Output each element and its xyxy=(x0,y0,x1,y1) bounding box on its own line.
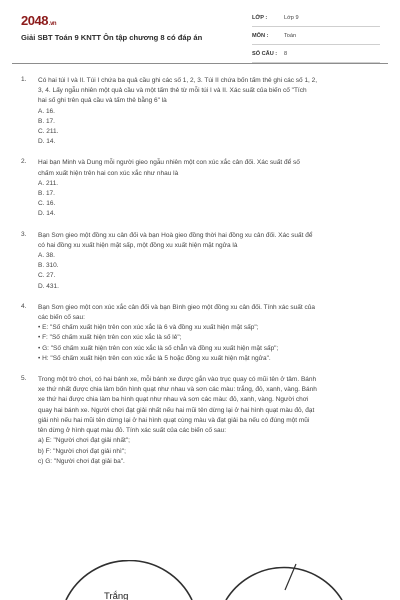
question-number: 4. xyxy=(21,302,27,310)
logo-tld: .vn xyxy=(48,21,57,27)
question-line: xe thứ hai được chia làm ba hình quạt như nhau và sơn các màu: đỏ, xanh, vàng. Người chơi xyxy=(38,396,309,404)
event-item: • H: "Số chấm xuất hiện trên con xúc xắc là 5 hoặc đồng xu xuất hiện mặt ngửa". xyxy=(38,354,271,362)
meta-grade-label: LỚP : xyxy=(252,15,268,21)
answer-option: D. 14. xyxy=(38,138,56,146)
question-5 xyxy=(0,375,400,467)
question-number: 5. xyxy=(21,375,27,383)
meta-count-value: 8 xyxy=(284,51,288,57)
question-3 xyxy=(0,231,400,292)
event-item: • E: "Số chấm xuất hiện trên con xúc xắc là 6 và đồng xu xuất hiện mặt sấp"; xyxy=(38,324,259,332)
question-line: quay hai bánh xe. Người chơi đạt giải nhất nếu hai mũi tên dừng lại ở hai hình quạt màu đỏ, đạt xyxy=(38,406,315,414)
event-item: • F: "Số chấm xuất hiện trên con xúc xắc là số lẻ"; xyxy=(38,334,182,342)
wheels-figure xyxy=(0,560,400,600)
question-text xyxy=(38,76,384,107)
question-line: Trong một trò chơi, có hai bánh xe, mỗi bánh xe được gắn vào trục quay có mũi tên ở tâm. Bánh xyxy=(38,376,317,384)
meta-grade-value: Lớp 9 xyxy=(284,15,299,21)
meta-subject-value: Toán xyxy=(284,33,297,39)
question-line: Bạn Sơn gieo một đồng xu cân đối và bạn Hoà gieo đồng thời hai đồng xu cân đối. Xác suất để xyxy=(38,231,313,239)
question-list xyxy=(0,76,400,467)
meta-info xyxy=(252,13,380,67)
answer-option: A. 16. xyxy=(38,107,55,115)
question-line: Bạn Sơn gieo một con xúc xắc cân đối và bạn Bình gieo một đồng xu cân đối. Tính xác suất của xyxy=(38,303,315,311)
question-line: xe thứ nhất được chia làm bốn hình quạt như nhau và sơn các màu: trắng, đỏ, xanh, vàng. Bánh xyxy=(38,386,317,394)
question-line: 3, 4. Lấy ngẫu nhiên một quả cầu và một tấm thẻ từ mỗi túi I và II. Xác suất của biến cố "Tích xyxy=(38,87,307,95)
answer-option: B. 17. xyxy=(38,190,55,198)
meta-subject-label: MÔN : xyxy=(252,33,269,39)
answer-option: A. 211. xyxy=(38,179,59,187)
question-number: 3. xyxy=(21,230,27,238)
question-1 xyxy=(0,76,400,147)
meta-count-row xyxy=(252,49,380,63)
question-text xyxy=(38,158,384,178)
answer-option: A. 38. xyxy=(38,252,55,260)
meta-count-label: SỐ CÂU : xyxy=(252,51,278,57)
event-item: c) G: "Người chơi đạt giải ba". xyxy=(38,457,125,465)
header-divider xyxy=(12,63,388,64)
event-item: b) F: "Người chơi đạt giải nhì"; xyxy=(38,447,126,455)
event-item: a) E: "Người chơi đạt giải nhất"; xyxy=(38,437,130,445)
question-number: 2. xyxy=(21,158,27,166)
question-2 xyxy=(0,158,400,219)
question-4 xyxy=(0,303,400,364)
answer-option: C. 16. xyxy=(38,200,56,208)
wheel-segment-label: Trắng xyxy=(104,591,129,600)
question-line: tên dừng ở hình quạt màu đỏ. Tính xác suất của các biến cố sau: xyxy=(38,427,227,435)
answer-option: B. 310. xyxy=(38,262,59,270)
page-header xyxy=(0,0,400,62)
site-logo[interactable] xyxy=(21,13,56,28)
event-item: • G: "Số chấm xuất hiện trên con xúc xắc là số chẵn và đồng xu xuất hiện mặt sấp"; xyxy=(38,344,279,352)
question-line: các biến cố sau: xyxy=(38,314,85,322)
question-text xyxy=(38,303,384,323)
answer-option: B. 17. xyxy=(38,117,55,125)
meta-grade-row xyxy=(252,13,380,27)
answer-option: C. 211. xyxy=(38,128,59,136)
question-line: hai số ghi trên quả cầu và tấm thẻ bằng 6" là xyxy=(38,97,167,105)
question-line: chấm xuất hiện trên hai con xúc xắc như nhau là xyxy=(38,169,179,177)
question-line: Có hai túi I và II. Túi I chứa ba quả cầu ghi các số 1, 2, 3. Túi II chứa bốn tấm thẻ ghi các số 1, 2, xyxy=(38,77,318,84)
meta-subject-row xyxy=(252,31,380,45)
document-title: Giải SBT Toán 9 KNTT Ôn tập chương 8 có đáp án xyxy=(21,33,203,42)
answer-option: C. 27. xyxy=(38,272,56,280)
wheel-2 xyxy=(226,564,342,600)
answer-option: D. 431. xyxy=(38,282,59,290)
question-line: có hai đồng xu xuất hiện mặt sấp, một đồng xu xuất hiện mặt ngửa là xyxy=(38,241,238,249)
question-line: Hai bạn Minh và Dung mỗi người gieo ngẫu nhiên một con xúc xắc cân đối. Xác suất để số xyxy=(38,159,300,167)
question-line: giải nhì nếu hai mũi tên dừng lại ở hai hình quạt cùng màu và đạt giải ba nếu có đúng một mũi xyxy=(38,416,310,424)
answer-option: D. 14. xyxy=(38,210,56,218)
logo-main: 2048 xyxy=(21,13,48,28)
wheel-1 xyxy=(66,561,192,600)
question-text xyxy=(38,375,384,436)
question-number: 1. xyxy=(21,76,27,83)
question-text xyxy=(38,231,384,251)
